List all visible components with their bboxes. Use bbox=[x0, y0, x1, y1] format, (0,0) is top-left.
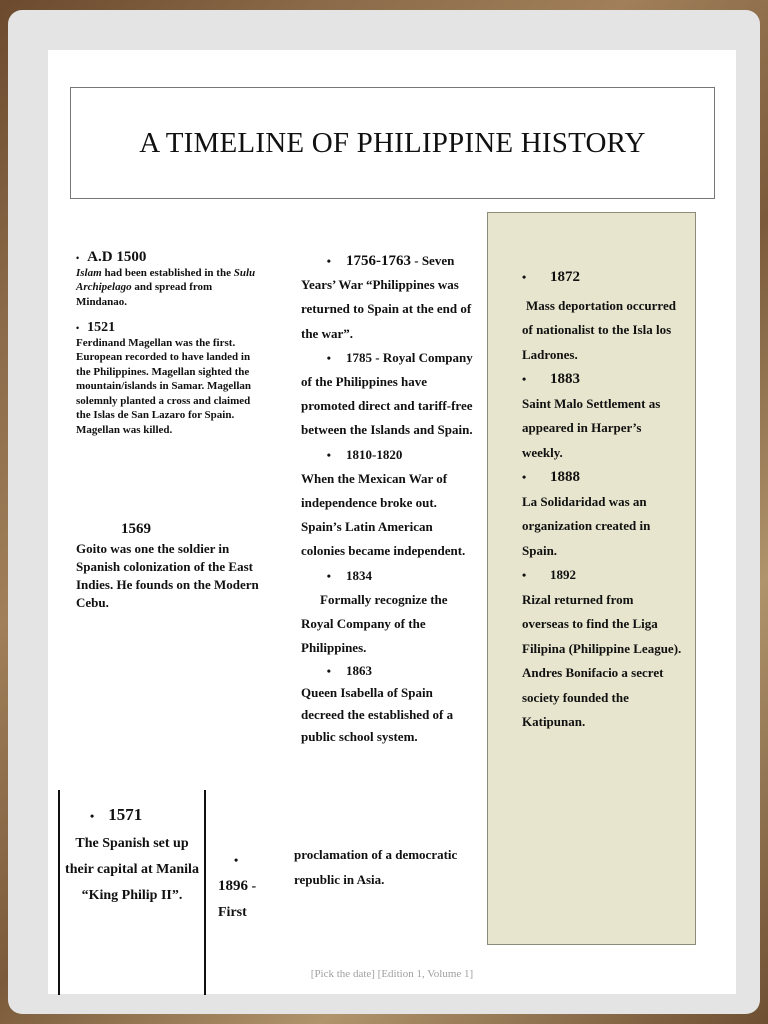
entry-text: The Spanish set up their capital at Manila “King Philip II”. bbox=[65, 836, 199, 903]
entry-1756 bbox=[301, 249, 479, 346]
bullet-marker: • bbox=[326, 350, 331, 365]
entry-1892 bbox=[522, 563, 682, 735]
page-frame bbox=[8, 10, 760, 1014]
entry-year: 1888 bbox=[550, 469, 580, 485]
entry-1896-text: proclamation of a democratic republic in Asia. bbox=[294, 847, 458, 887]
entry-year: 1883 bbox=[550, 371, 580, 387]
bullet-marker: • bbox=[326, 664, 331, 679]
column-right bbox=[522, 265, 682, 735]
entry-text: Ferdinand Magellan was the first. European recorded to have landed in the Philippines. Magellan sighted the mountain/islands in Samar. Magellan solemnly planted a cross and claimed the Islas de San Lazaro for Spain. Magellan was killed. bbox=[76, 336, 252, 436]
entry-year: 1896 bbox=[218, 878, 248, 894]
entry-text: and spread from Mindanao. bbox=[76, 281, 213, 308]
bullet-marker: • bbox=[234, 853, 239, 867]
entry-1571-box bbox=[58, 790, 206, 995]
entry-1834 bbox=[301, 564, 479, 661]
bullet-marker: • bbox=[326, 254, 331, 268]
page-title: A TIMELINE OF PHILIPPINE HISTORY bbox=[139, 126, 646, 159]
entry-text-italic: Sulu Archipelago bbox=[76, 266, 256, 293]
entry-1569 bbox=[76, 520, 266, 612]
bullet-marker: • bbox=[326, 447, 331, 462]
entry-year: 1872 bbox=[550, 269, 580, 285]
entry-year-dash: - bbox=[248, 879, 257, 894]
entry-year: 1892 bbox=[550, 567, 576, 582]
entry-1896-label bbox=[218, 847, 278, 926]
entry-year: 1785 bbox=[346, 349, 372, 365]
entry-year: 1863 bbox=[346, 663, 372, 679]
entry-text: Queen Isabella of Spain decreed the established of a public school system. bbox=[301, 685, 454, 745]
entry-year: 1521 bbox=[87, 320, 116, 335]
entry-text-first: First bbox=[218, 905, 247, 920]
entry-1888 bbox=[522, 465, 682, 563]
page-footer: [Pick the date] [Edition 1, Volume 1] bbox=[310, 968, 474, 980]
bullet-marker: • bbox=[326, 568, 331, 583]
entry-year: 1810-1820 bbox=[346, 446, 403, 462]
bullet-marker: • bbox=[76, 323, 80, 333]
entry-text: Rizal returned from overseas to find the Liga Filipina (Philippine League). Andres Bonifacio a secret society founded the Katipunan. bbox=[522, 591, 682, 729]
entry-text: Formally recognize the Royal Company of the Philippines. bbox=[301, 591, 448, 656]
document-page bbox=[48, 50, 736, 994]
entry-1500 bbox=[76, 250, 258, 309]
bullet-marker: • bbox=[76, 253, 80, 263]
title-box bbox=[70, 87, 715, 199]
entry-text-italic: Islam bbox=[76, 266, 102, 279]
entry-text: - Royal Company of the Philippines have promoted direct and tariff-free between the Islands and Spain. bbox=[301, 349, 473, 438]
entry-1883 bbox=[522, 367, 682, 465]
entry-1785 bbox=[301, 346, 479, 443]
entry-year-value: 1571 bbox=[108, 805, 143, 824]
entry-text: Goito was one the soldier in Spanish colonization of the East Indies. He founds on the Modern Cebu. bbox=[76, 541, 259, 610]
entry-year: 1569 bbox=[121, 521, 151, 537]
entry-text: La Solidaridad was an organization created in Spain. bbox=[522, 493, 651, 558]
entry-year: 1834 bbox=[346, 567, 372, 583]
column-left bbox=[76, 250, 258, 449]
entry-year bbox=[60, 802, 204, 829]
bullet-marker: • bbox=[522, 470, 527, 484]
entry-1521 bbox=[76, 321, 258, 437]
entry-1810 bbox=[301, 443, 479, 564]
column-middle bbox=[301, 249, 479, 748]
entry-year: 1756-1763 bbox=[346, 253, 411, 269]
bullet-marker: • bbox=[90, 809, 95, 823]
entry-year: A.D 1500 bbox=[87, 249, 147, 265]
entry-text: had been established in the bbox=[101, 266, 234, 279]
entry-text: Saint Malo Settlement as appeared in Harper’s weekly. bbox=[522, 395, 661, 460]
bullet-marker: • bbox=[522, 372, 527, 386]
sidebar-box bbox=[487, 212, 696, 945]
entry-text-value: Mass deportation occurred of nationalist to the Isla los Ladrones. bbox=[522, 297, 676, 362]
bullet-marker: • bbox=[522, 568, 527, 582]
entry-text bbox=[522, 294, 682, 368]
entry-text: When the Mexican War of independence broke out. Spain’s Latin American colonies became independent. bbox=[301, 470, 466, 559]
entry-1863 bbox=[301, 660, 479, 748]
entry-text: - Seven Years’ War “Philippines was returned to Spain at the end of the war”. bbox=[301, 253, 472, 341]
entry-1872 bbox=[522, 265, 682, 367]
bullet-marker: • bbox=[522, 270, 527, 284]
